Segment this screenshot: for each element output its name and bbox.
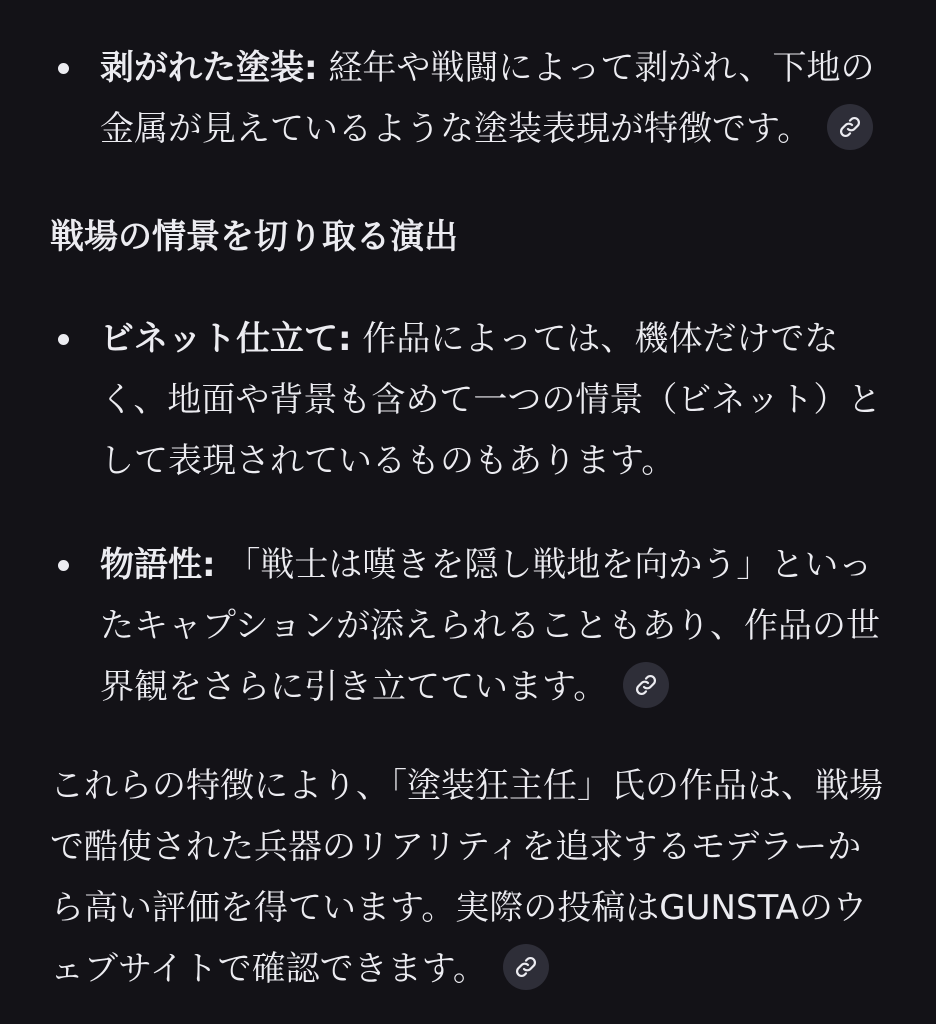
link-icon xyxy=(634,673,658,697)
bullet-dot xyxy=(58,63,69,74)
citation-link-button[interactable] xyxy=(503,944,549,990)
response-content xyxy=(50,38,886,1000)
bullet-dot xyxy=(58,334,69,345)
list-item-term: 剥がれた塗装: xyxy=(100,48,318,88)
citation-link-button[interactable] xyxy=(827,104,873,150)
list-item xyxy=(50,38,886,160)
link-icon xyxy=(514,955,538,979)
citation-link-button[interactable] xyxy=(623,662,669,708)
list-item xyxy=(50,535,886,718)
list-item-term: 物語性: xyxy=(100,545,216,585)
list-item-text: 作品によっては、機体だけでなく、地面や背景も含めて一つの情景（ビネット）として表現されているものもあります。 xyxy=(100,319,882,481)
list-item-text: 経年や戦闘によって剥がれ、下地の金属が見えているような塗装表現が特徴です。 xyxy=(100,48,875,149)
link-icon xyxy=(838,115,862,139)
bullet-dot xyxy=(58,560,69,571)
summary-paragraph xyxy=(50,756,886,1000)
paragraph-text: これらの特徴により、「塗装狂主任」氏の作品は、戦場で酷使された兵器のリアリティを追求するモデラーから高い評価を得ています。実際の投稿はGUNSTAのウェブサイトで確認できます。 xyxy=(50,766,883,989)
section-heading: 戦場の情景を切り取る演出 xyxy=(50,217,458,257)
list-item-term: ビネット仕立て: xyxy=(100,319,352,359)
list-item xyxy=(50,309,886,492)
list-item-text: 「戦士は嘆きを隠し戦地を向かう」といったキャプションが添えられることもあり、作品の世界観をさらに引き立てています。 xyxy=(100,545,880,707)
